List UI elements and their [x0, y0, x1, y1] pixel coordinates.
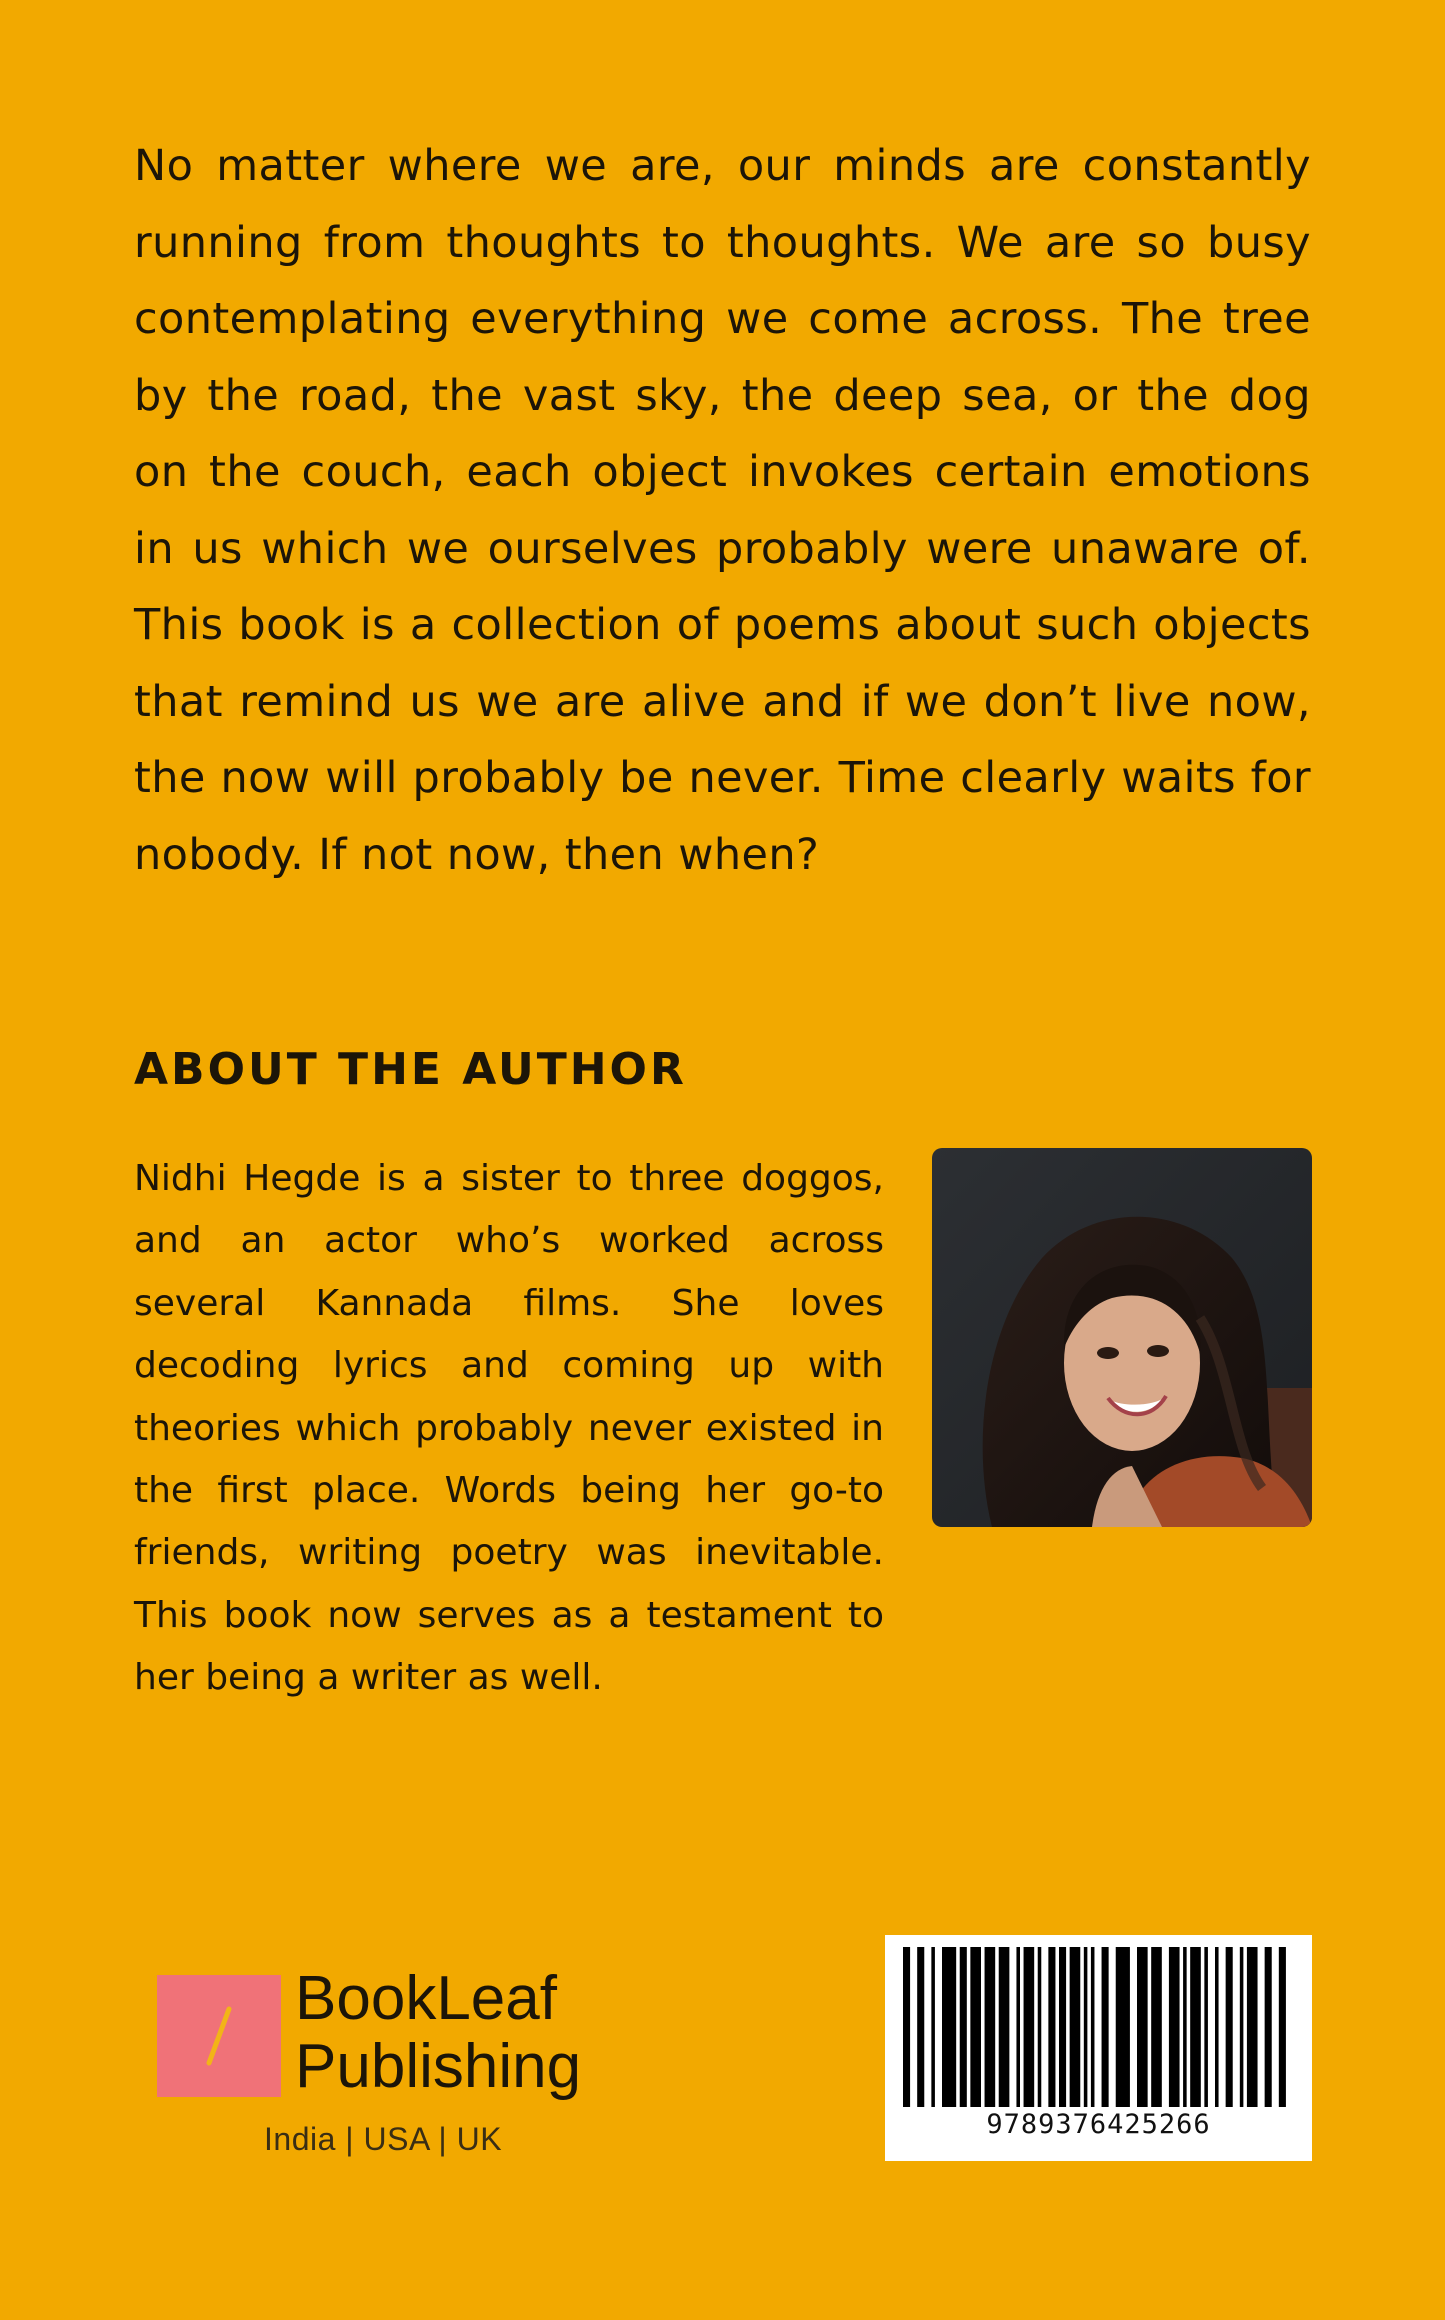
barcode-bar — [1059, 1947, 1066, 2107]
barcode-bar — [917, 1947, 924, 2107]
barcode-bar — [1204, 1947, 1208, 2107]
barcode-bar — [1215, 1947, 1219, 2107]
barcode-bar — [1169, 1947, 1180, 2107]
barcode-bar — [931, 1947, 935, 2107]
publisher-name-line2: Publishing — [295, 2032, 582, 2101]
barcode-bar — [1070, 1947, 1081, 2107]
publisher-name — [295, 1965, 581, 2101]
barcode-bar — [903, 1947, 910, 2107]
logo-mark — [157, 1975, 281, 2097]
barcode-bar — [1091, 1947, 1095, 2107]
barcode-bars — [903, 1947, 1293, 2107]
barcode-bar — [1226, 1947, 1233, 2107]
author-bio: Nidhi Hegde is a sister to three doggos, and an actor who’s worked across several Kannada films. She loves decoding lyrics and coming up with theories which probably never existed in the first place. Words being her go-to friends, writing poetry was inevitable. This book now serves as a testament to her being a writer as well. — [134, 1158, 884, 1699]
barcode-bar — [1240, 1947, 1244, 2107]
author-photo — [932, 1148, 1312, 1527]
barcode-bar — [1038, 1947, 1042, 2107]
barcode-bar — [970, 1947, 981, 2107]
barcode-bar — [1137, 1947, 1148, 2107]
barcode-bar — [1183, 1947, 1187, 2107]
publisher-logo — [157, 1964, 607, 2173]
back-cover-blurb: No matter where we are, our minds are constantly running from thoughts to thoughts. We are so busy contemplating everything we come across. The tree by the road, the vast sky, the deep sea, or the dog on the couch, each object invokes certain emotions in us which we ourselves probably were unaware of. This book is a collection of poems about such objects that remind us we are alive and if we don’t live now, the now will probably be never. Time clearly waits for nobody. If not now, then when? — [134, 141, 1311, 880]
about-author-heading: ABOUT THE AUTHOR — [134, 1044, 687, 1095]
publisher-regions: India | USA | UK — [264, 2121, 503, 2157]
isbn-barcode — [885, 1935, 1312, 2161]
barcode-bar — [1016, 1947, 1020, 2107]
leaf-slash-icon — [195, 2003, 243, 2069]
barcode-bar — [1084, 1947, 1088, 2107]
barcode-bar — [999, 1947, 1010, 2107]
barcode-bar — [1024, 1947, 1035, 2107]
barcode-bar — [1190, 1947, 1201, 2107]
barcode-bar — [942, 1947, 956, 2107]
barcode-bar — [1279, 1947, 1286, 2107]
barcode-bar — [1116, 1947, 1130, 2107]
barcode-bar — [1265, 1947, 1272, 2107]
publisher-name-line1: BookLeaf — [295, 1964, 557, 2033]
barcode-bar — [985, 1947, 996, 2107]
barcode-bar — [960, 1947, 967, 2107]
barcode-bar — [1247, 1947, 1258, 2107]
barcode-bar — [1151, 1947, 1162, 2107]
barcode-bar — [1102, 1947, 1109, 2107]
isbn-number: 9789376425266 — [986, 2109, 1211, 2140]
barcode-bar — [1048, 1947, 1055, 2107]
